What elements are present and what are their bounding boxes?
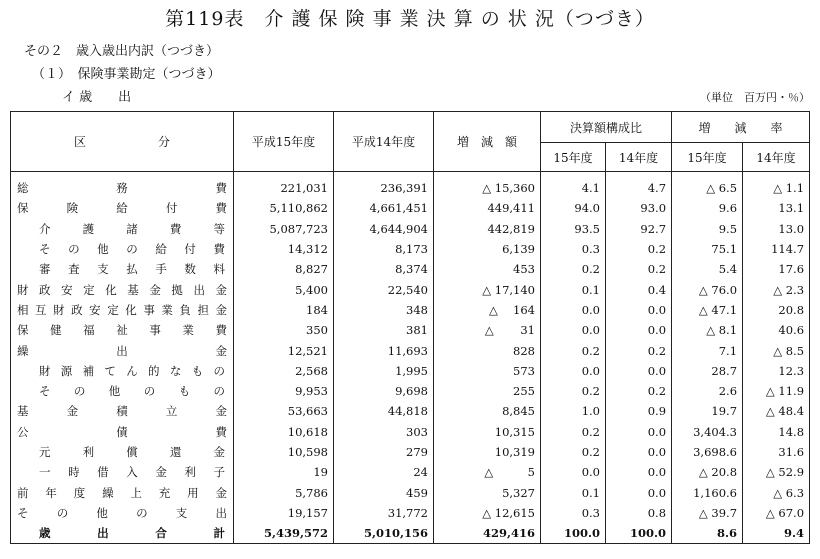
row-label: 保険給付費 [11,198,234,218]
cell-rate-14: 17.6 [743,259,810,279]
table-row [11,361,810,381]
cell-ratio-14: 0.2 [606,259,672,279]
cell-ratio-15: 0.1 [541,482,606,502]
table-row [11,523,810,544]
header-ratio-group: 決算額構成比 [541,112,672,143]
cell-rate-15: △ 39.7 [672,503,743,523]
cell-ratio-14: 0.0 [606,482,672,502]
header-change: 増 減 額 [434,112,541,172]
table-row [11,219,810,239]
header-rate-14: 14年度 [743,143,810,172]
cell-h14: 9,698 [334,381,434,401]
cell-h15: 14,312 [234,239,334,259]
cell-ratio-14: 0.0 [606,320,672,340]
cell-ratio-14: 0.2 [606,381,672,401]
cell-change: 449,411 [434,198,541,218]
cell-rate-15: 28.7 [672,361,743,381]
cell-ratio-15: 4.1 [541,172,606,199]
cell-ratio-14: 0.2 [606,239,672,259]
cell-rate-15: △ 6.5 [672,172,743,199]
row-label: 歳出合計 [11,523,234,544]
cell-h15: 184 [234,300,334,320]
cell-h14: 8,374 [334,259,434,279]
cell-ratio-14: 0.0 [606,462,672,482]
row-label: 公債費 [11,422,234,442]
cell-ratio-14: 0.0 [606,422,672,442]
item-heading: イ 歳 出 [62,90,132,105]
cell-h14: 348 [334,300,434,320]
row-label: 相互財政安定化事業負担金 [11,300,234,320]
row-label: 繰出金 [11,340,234,360]
header-rate-15: 15年度 [672,143,743,172]
header-ratio-15: 15年度 [541,143,606,172]
cell-change: 8,845 [434,401,541,421]
cell-h15: 221,031 [234,172,334,199]
cell-ratio-14: 0.8 [606,503,672,523]
cell-rate-14: 13.1 [743,198,810,218]
cell-change: △ 12,615 [434,503,541,523]
row-label: 財政安定化基金拠出金 [11,279,234,299]
cell-h14: 11,693 [334,340,434,360]
cell-ratio-15: 0.0 [541,361,606,381]
cell-h14: 24 [334,462,434,482]
cell-rate-14: △ 2.3 [743,279,810,299]
cell-rate-15: △ 20.8 [672,462,743,482]
table-row [11,279,810,299]
cell-rate-14: △ 8.5 [743,340,810,360]
cell-change: △ 31 [434,320,541,340]
cell-rate-15: △ 8.1 [672,320,743,340]
cell-ratio-15: 93.5 [541,219,606,239]
table-row [11,239,810,259]
unit-note: （単位 百万円・％） [700,91,810,104]
cell-h14: 8,173 [334,239,434,259]
cell-h14: 1,995 [334,361,434,381]
table-row [11,381,810,401]
cell-ratio-15: 1.0 [541,401,606,421]
page-title: 第119表 介 護 保 険 事 業 決 算 の 状 況（つづき） [165,8,655,30]
row-label: 財源補てん的なもの [11,361,234,381]
cell-rate-14: △ 11.9 [743,381,810,401]
row-label: その他の支出 [11,503,234,523]
row-label: その他のもの [11,381,234,401]
cell-h14: 4,661,451 [334,198,434,218]
cell-h14: 4,644,904 [334,219,434,239]
cell-rate-14: △ 67.0 [743,503,810,523]
cell-rate-14: 13.0 [743,219,810,239]
subsection-heading: （１） 保険事業勘定（つづき） [32,67,221,82]
cell-change: 255 [434,381,541,401]
cell-h15: 10,618 [234,422,334,442]
header-rate-group: 増 減 率 [672,112,810,143]
cell-rate-14: 114.7 [743,239,810,259]
row-label: 元利償還金 [11,442,234,462]
cell-h14: 381 [334,320,434,340]
cell-ratio-15: 0.0 [541,462,606,482]
table-row [11,462,810,482]
cell-rate-15: 5.4 [672,259,743,279]
cell-change: △ 15,360 [434,172,541,199]
cell-ratio-14: 100.0 [606,523,672,544]
cell-change: 573 [434,361,541,381]
row-label: その他の給付費 [11,239,234,259]
row-label: 一時借入金利子 [11,462,234,482]
row-label: 前年度繰上充用金 [11,482,234,502]
cell-rate-15: △ 47.1 [672,300,743,320]
cell-change: △ 5 [434,462,541,482]
cell-change: 828 [434,340,541,360]
cell-rate-14: 14.8 [743,422,810,442]
cell-rate-15: 9.6 [672,198,743,218]
cell-ratio-15: 0.0 [541,300,606,320]
table-row [11,422,810,442]
cell-h15: 9,953 [234,381,334,401]
header-h14: 平成14年度 [334,112,434,172]
cell-change: 10,315 [434,422,541,442]
header-category: 区 分 [11,112,234,172]
cell-rate-15: 2.6 [672,381,743,401]
row-label: 審査支払手数料 [11,259,234,279]
row-label: 保健福祉事業費 [11,320,234,340]
cell-rate-14: 12.3 [743,361,810,381]
cell-rate-14: 9.4 [743,523,810,544]
cell-change: 5,327 [434,482,541,502]
cell-rate-14: △ 48.4 [743,401,810,421]
cell-ratio-14: 0.9 [606,401,672,421]
cell-h15: 2,568 [234,361,334,381]
cell-change: 442,819 [434,219,541,239]
cell-rate-14: 20.8 [743,300,810,320]
cell-rate-14: 31.6 [743,442,810,462]
cell-ratio-15: 0.2 [541,442,606,462]
cell-h15: 5,786 [234,482,334,502]
cell-change: 429,416 [434,523,541,544]
cell-h15: 5,439,572 [234,523,334,544]
cell-h14: 279 [334,442,434,462]
cell-change: 453 [434,259,541,279]
cell-rate-14: △ 6.3 [743,482,810,502]
cell-rate-15: 19.7 [672,401,743,421]
cell-ratio-14: 0.0 [606,442,672,462]
row-label: 総務費 [11,172,234,199]
cell-ratio-15: 0.2 [541,259,606,279]
cell-ratio-15: 0.2 [541,381,606,401]
cell-h15: 5,400 [234,279,334,299]
cell-h14: 236,391 [334,172,434,199]
cell-ratio-15: 100.0 [541,523,606,544]
cell-h15: 19,157 [234,503,334,523]
cell-ratio-15: 0.2 [541,422,606,442]
cell-h14: 303 [334,422,434,442]
cell-change: △ 164 [434,300,541,320]
cell-rate-15: 3,404.3 [672,422,743,442]
cell-change: △ 17,140 [434,279,541,299]
cell-rate-14: 40.6 [743,320,810,340]
header-ratio-14: 14年度 [606,143,672,172]
cell-ratio-14: 0.0 [606,361,672,381]
expenditure-table [10,111,810,544]
cell-rate-15: △ 76.0 [672,279,743,299]
cell-change: 10,319 [434,442,541,462]
cell-h15: 19 [234,462,334,482]
cell-rate-15: 1,160.6 [672,482,743,502]
cell-ratio-15: 0.2 [541,340,606,360]
cell-h14: 5,010,156 [334,523,434,544]
cell-h15: 5,087,723 [234,219,334,239]
cell-h14: 44,818 [334,401,434,421]
cell-rate-14: △ 1.1 [743,172,810,199]
cell-h15: 5,110,862 [234,198,334,218]
cell-ratio-14: 4.7 [606,172,672,199]
table-row [11,259,810,279]
cell-rate-15: 7.1 [672,340,743,360]
cell-change: 6,139 [434,239,541,259]
table-row [11,442,810,462]
cell-rate-15: 9.5 [672,219,743,239]
cell-h15: 350 [234,320,334,340]
cell-ratio-14: 0.4 [606,279,672,299]
cell-ratio-15: 0.3 [541,503,606,523]
table-row [11,198,810,218]
table-row [11,320,810,340]
cell-h15: 12,521 [234,340,334,360]
cell-ratio-15: 0.1 [541,279,606,299]
cell-ratio-15: 0.3 [541,239,606,259]
section-heading: その２ 歳入歳出内訳（つづき） [24,44,220,59]
table-row [11,172,810,199]
row-label: 介護諸費等 [11,219,234,239]
table-row [11,340,810,360]
cell-ratio-14: 93.0 [606,198,672,218]
header-h15: 平成15年度 [234,112,334,172]
table-row [11,300,810,320]
table-row [11,482,810,502]
cell-h15: 53,663 [234,401,334,421]
table-row [11,401,810,421]
cell-rate-15: 8.6 [672,523,743,544]
cell-ratio-15: 94.0 [541,198,606,218]
cell-rate-15: 3,698.6 [672,442,743,462]
cell-ratio-14: 92.7 [606,219,672,239]
cell-h15: 10,598 [234,442,334,462]
cell-ratio-14: 0.0 [606,300,672,320]
cell-ratio-14: 0.2 [606,340,672,360]
cell-h14: 459 [334,482,434,502]
row-label: 基金積立金 [11,401,234,421]
cell-h15: 8,827 [234,259,334,279]
cell-h14: 31,772 [334,503,434,523]
cell-rate-14: △ 52.9 [743,462,810,482]
table-row [11,503,810,523]
cell-h14: 22,540 [334,279,434,299]
cell-ratio-15: 0.0 [541,320,606,340]
cell-rate-15: 75.1 [672,239,743,259]
